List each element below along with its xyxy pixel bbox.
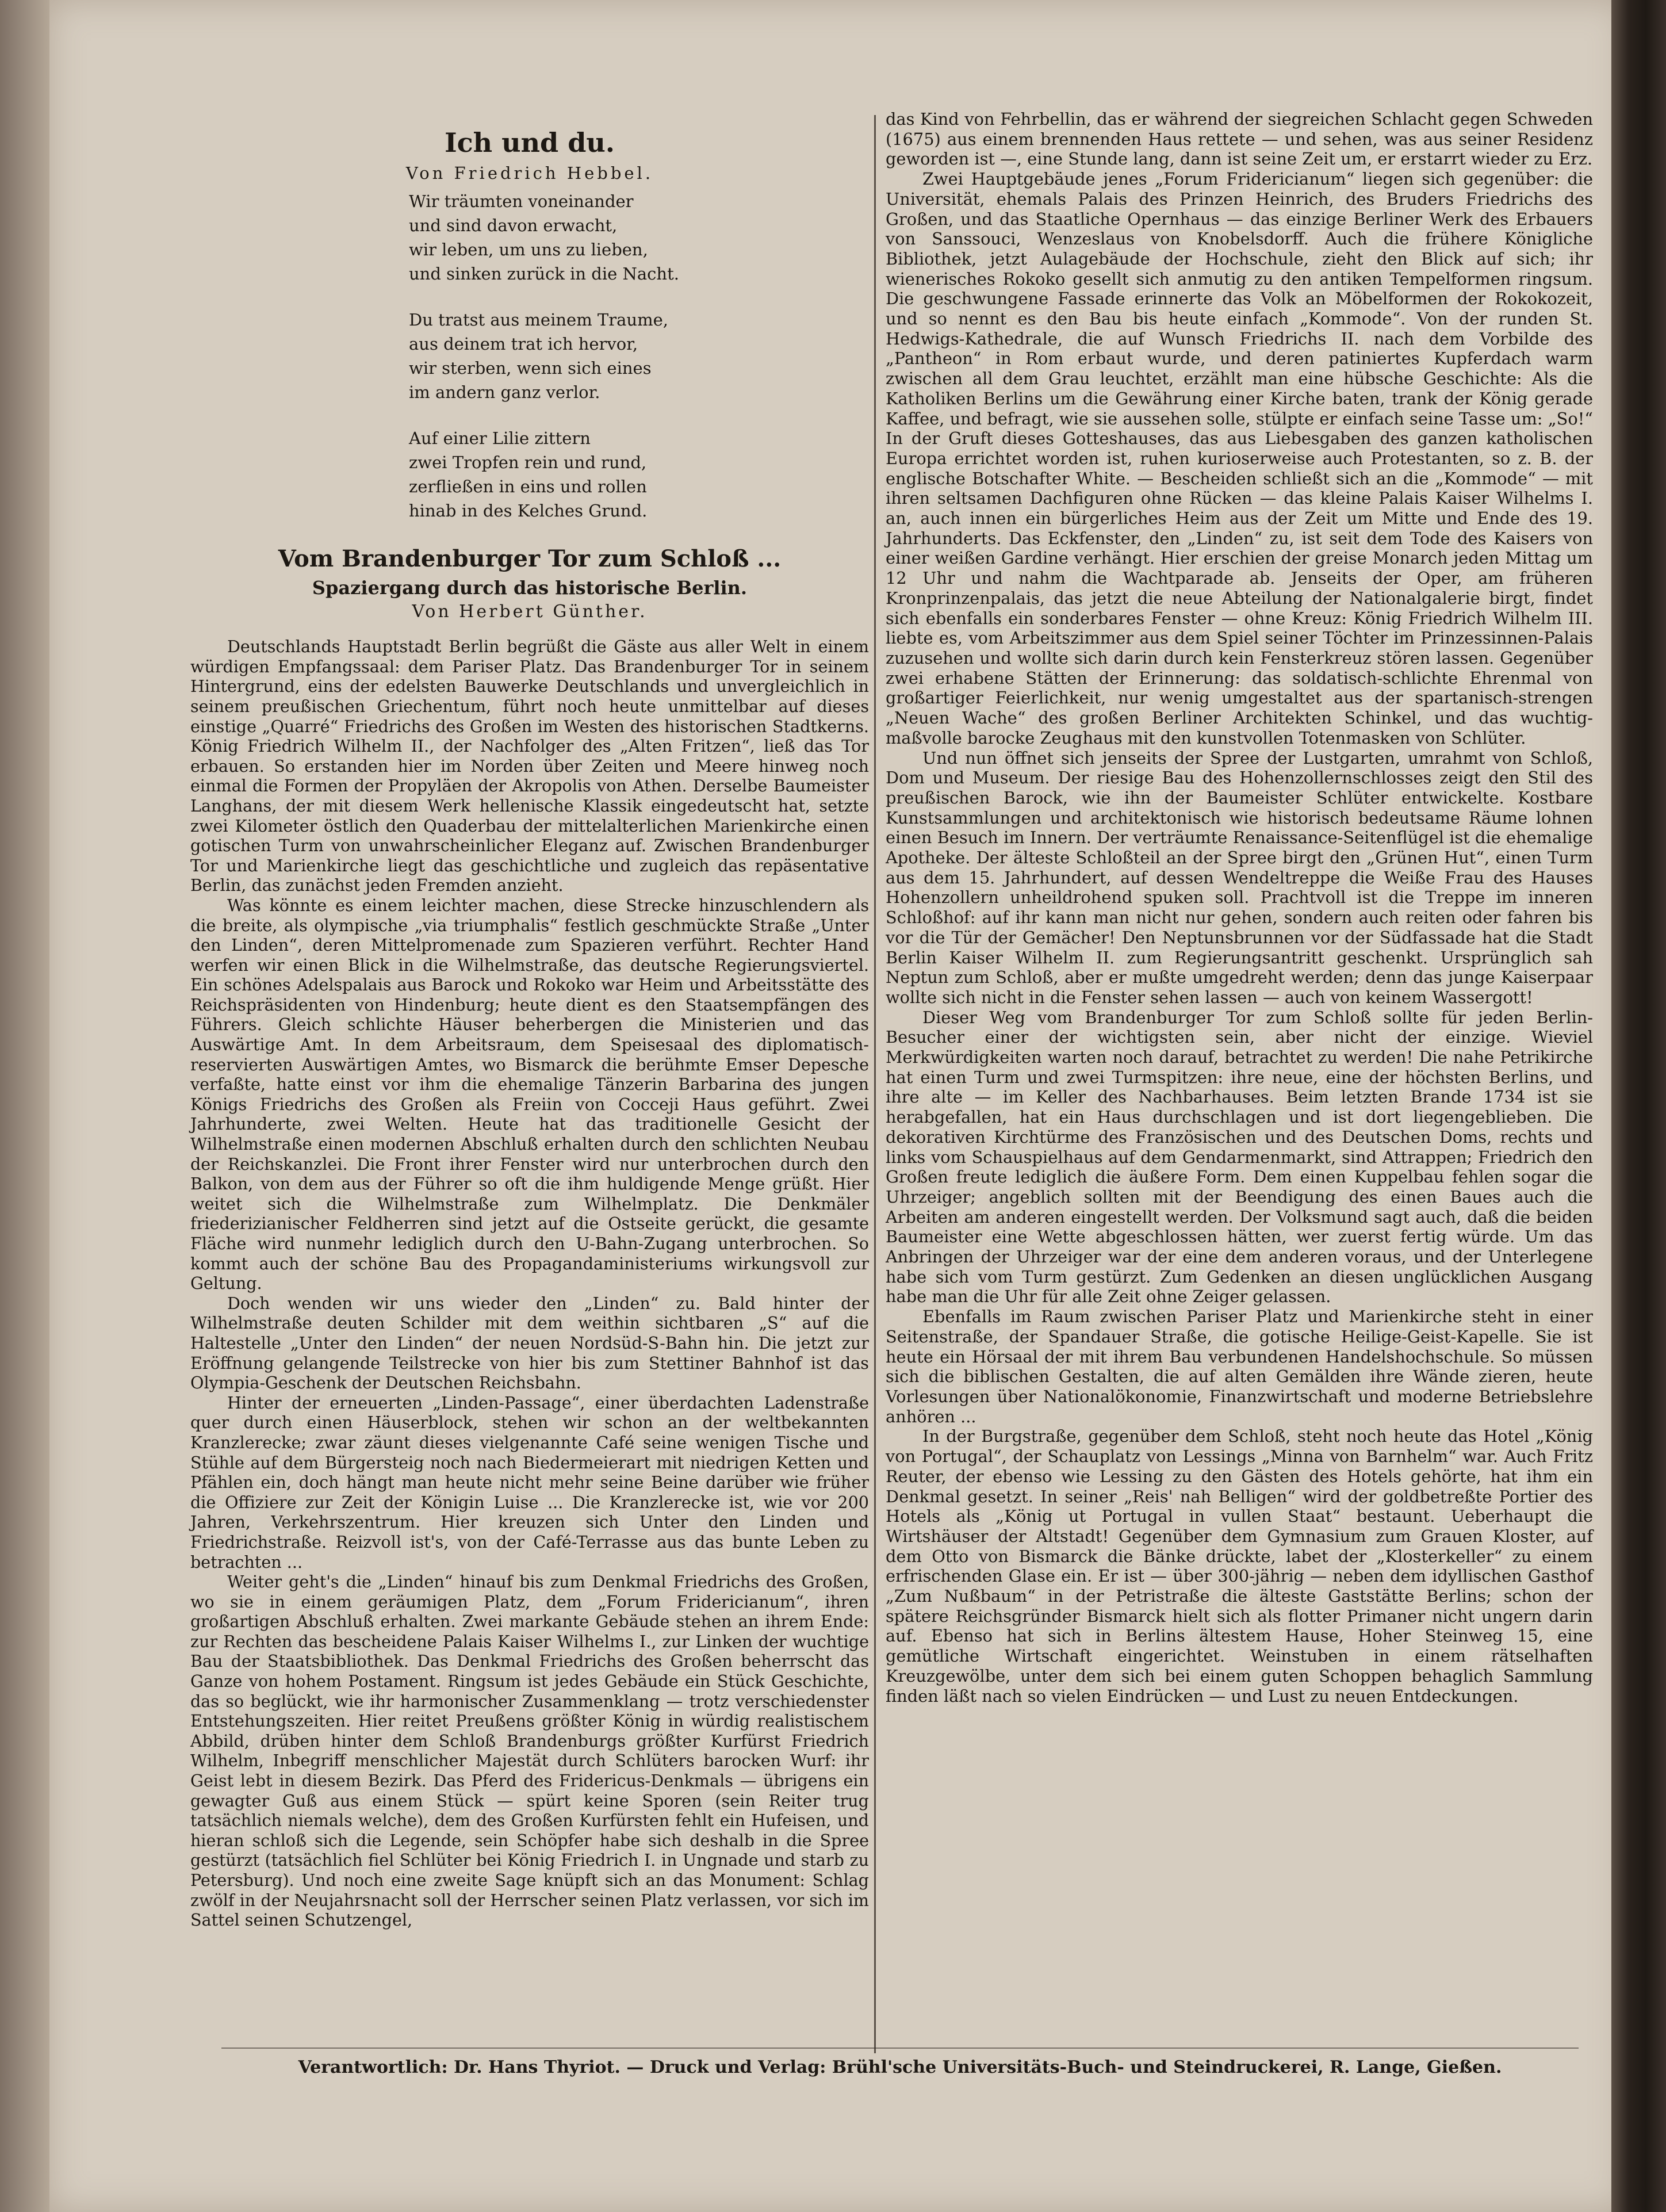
left-column (190, 125, 869, 1930)
poem-line: zerfließen in eins und rollen (409, 476, 647, 496)
article-paragraph: Ebenfalls im Raum zwischen Pariser Platz und Marienkirche steht in einer Seitenstraße, der Spandauer Straße, die gotische Heilige-Geist-Kapelle. Sie ist heute ein Hörsaal der mit ihrem Bau verbundenen Handelshochschule. So müssen sich die biblischen Gestalten, die auf alten Gemälden ihre Wände zieren, heute Vorlesungen über Nationalökonomie, Finanzwirtschaft und moderne Betriebslehre anhören ... (886, 1307, 1593, 1426)
article-title: Vom Brandenburger Tor zum Schloß ... (278, 545, 782, 572)
article-paragraph: Was könnte es einem leichter machen, diese Strecke hinzuschlendern als die breite, als olympische „via triumphalis“ festlich geschmückte Straße „Unter den Linden“, deren Mittelpromenade zum Spazieren verführt. Rechter Hand werfen wir einen Blick in die Wilhelmstraße, das deutsche Regierungsviertel. Ein schönes Adelspalais aus Barock und Rokoko war Heim und Arbeitsstätte des Reichspräsidenten von Hindenburg; heute dient es den Staatsempfängen des Führers. Gleich schlichte Häuser beherbergen die Ministerien und das Auswärtige Amt. In dem Arbeitsraum, dem Speisesaal des diplomatisch-reservierten Auswärtigen Amtes, wo Bismarck die berühmte Emser Depesche verfaßte, hatte einst vor ihm die ehemalige Tänzerin Barbarina des jungen Königs Friedrichs des Großen als Freiin von Cocceji Haus geführt. Zwei Jahrhunderte, zwei Welten. Heute hat das traditionelle Gesicht der Wilhelmstraße einen modernen Abschluß erhalten durch den schlichten Neubau der Reichskanzlei. Die Front ihrer Fenster wird nur unterbrochen durch den Balkon, von dem aus der Führer so oft die ihm huldigende Menge grüßt. Hier weitet sich die Wilhelmstraße zum Wilhelmplatz. Die Denkmäler friederizianischer Feldherren sind jetzt auf die Ostseite gerückt, die gesamte Fläche wird nunmehr lediglich durch den U-Bahn-Zugang unterbrochen. So kommt auch der schöne Bau des Propagandaministeriums wirkungsvoll zur Geltung. (190, 895, 869, 1293)
poem-stanza-2 (409, 308, 765, 404)
poem-line: Auf einer Lilie zittern (409, 428, 591, 448)
poem-line: aus deinem trat ich hervor, (409, 334, 638, 354)
poem-line: im andern ganz verlor. (409, 382, 600, 402)
poem-line: wir leben, um uns zu lieben, (409, 239, 648, 259)
article-paragraph: Doch wenden wir uns wieder den „Linden“ zu. Bald hinter der Wilhelmstraße deuten Schilder mit dem weithin sichtbaren „S“ auf die Haltestelle „Unter den Linden“ der neuen Nordsüd-S-Bahn hin. Die jetzt zur Eröffnung gelangende Teilstrecke von hier bis zum Stettiner Bahnhof ist das Olympia-Geschenk der Deutschen Reichsbahn. (190, 1293, 869, 1393)
article-paragraph: Zwei Hauptgebäude jenes „Forum Fridericianum“ liegen sich gegenüber: die Universität, ehemals Palais des Prinzen Heinrich, des Bruders Friedrichs des Großen, und das Staatliche Opernhaus — das einzige Berliner Werk des Erbauers von Sanssouci, Wenzeslaus von Knobelsdorff. Auch die frühere Königliche Bibliothek, jetzt Aulagebäude der Hochschule, zieht den Blick auf sich; ihr wienerisches Rokoko gesellt sich anmutig zu den antiken Tempelformen ringsum. Die geschwungene Fassade erinnerte das Volk an Möbelformen der Rokokozeit, und so nennt es den Bau bis heute einfach „Kommode“. Von der runden St. Hedwigs-Kathedrale, die auf Wunsch Friedrichs II. nach dem Vorbilde des „Pantheon“ in Rom erbaut wurde, und deren patiniertes Kupferdach warm zwischen all dem Grau leuchtet, erzählt man eine hübsche Geschichte: Als die Katholiken Berlins um die Gewährung einer Kirche baten, trank der König gerade Kaffee, und befragt, wie sie aussehen solle, stülpte er einfach seine Tasse um: „So!“ In der Gruft dieses Gotteshauses, das aus Liebesgaben des ganzen katholischen Europa errichtet worden ist, ruhen kurioserweise auch Protestanten, so z. B. der englische Botschafter White. — Bescheiden schließt sich an die „Kommode“ — mit ihren seltsamen Dachfiguren ohne Rücken — das kleine Palais Kaiser Wilhelms I. an, auch innen ein bürgerliches Heim aus der Zeit um Mitte und Ende des 19. Jahrhunderts. Das Eckfenster, den „Linden“ zu, ist seit dem Tode des Kaisers von einer weißen Gardine verhängt. Hier erschien der greise Monarch jeden Mittag um 12 Uhr und nahm die Wachtparade ab. Jenseits der Oper, am früheren Kronprinzenpalais, das jetzt die neue Abteilung der Nationalgalerie birgt, findet sich ebenfalls ein sonderbares Fenster — ohne Kreuz: König Friedrich Wilhelm III. liebte es, vom Arbeitszimmer aus dem Spiel seiner Töchter im Prinzessinnen-Palais zuzusehen und wollte sich darin durch kein Fensterkreuz stören lassen. Gegenüber zwei erhabene Stätten der Erinnerung: das soldatisch-schlichte Ehrenmal von großartiger Feierlichkeit, nur wenig umgestaltet aus der spartanisch-strengen „Neuen Wache“ des großen Berliner Architekten Schinkel, und das wuchtig-maßvolle barocke Zeughaus mit den kunstvollen Totenmasken von Schlüter. (886, 169, 1593, 748)
article-paragraph: Weiter geht's die „Linden“ hinauf bis zum Denkmal Friedrichs des Großen, wo sie in einem geräumigen Platz, dem „Forum Fridericianum“, ihren großartigen Abschluß erhalten. Zwei markante Gebäude stehen an ihrem Ende: zur Rechten das bescheidene Palais Kaiser Wilhelms I., zur Linken der wuchtige Bau der Staatsbibliothek. Das Denkmal Friedrichs des Großen beherrscht das Ganze von hohem Postament. Ringsum ist jedes Gebäude ein Stück Geschichte, das so beglückt, wie ihr harmonischer Zusammenklang — trotz verschiedenster Entstehungszeiten. Hier reitet Preußens größter König in würdig realistischem Abbild, drüben hinter dem Schloß Brandenburgs größter Kurfürst Friedrich Wilhelm, Inbegriff menschlicher Majestät durch Schlüters barocken Wurf: ihr Geist lebt in diesem Bezirk. Das Pferd des Fridericus-Denkmals — übrigens ein gewagter Guß aus einem Stück — spürt keine Sporen (sein Reiter trug tatsächlich niemals welche), dem des Großen Kurfürsten fehlt ein Hufeisen, und hieran schloß sich die Legende, sein Schöpfer habe sich deshalb in die Spree gestürzt (tatsächlich fiel Schlüter bei König Friedrich I. in Ungnade und starb zu Petersburg). Und noch eine zweite Sage knüpft sich an das Monument: Schlag zwölf in der Neujahrsnacht soll der Herrscher seinen Platz verlassen, vor sich im Sattel seinen Schutzengel, (190, 1572, 869, 1930)
article-author: Von Herbert Günther. (412, 601, 648, 622)
article-paragraph: Hinter der erneuerten „Linden-Passage“, einer überdachten Ladenstraße quer durch einen Häuserblock, stehen wir schon an der weltbekannten Kranzlerecke; zwar zäunt dieses vielgenannte Café seine wenigen Tische und Stühle auf dem Bürgersteig noch nach Biedermeierart mit niedrigen Ketten und Pfählen ein, doch hängt man heute nicht mehr seine Beine darüber wie früher die Offiziere zur Zeit der Königin Luise ... Die Kranzlerecke ist, wie vor 200 Jahren, Verkehrszentrum. Hier kreuzen sich Unter den Linden und Friedrichstraße. Reizvoll ist's, von der Café-Terrasse aus das bunte Leben zu betrachten ... (190, 1392, 869, 1572)
page-left-edge (0, 0, 49, 2212)
column-divider (874, 115, 876, 2053)
footer-rule (221, 2048, 1579, 2049)
binding-edge (1611, 0, 1666, 2212)
poem-author: Von Friedrich Hebbel. (405, 163, 654, 183)
article-paragraph: Und nun öffnet sich jenseits der Spree der Lustgarten, umrahmt von Schloß, Dom und Museum. Der riesige Bau des Hohenzollernschlosses zeigt den Stil des preußischen Barock, wie ihn der Baumeister Schlüter entwickelte. Kostbare Kunstsammlungen und architektonisch wie historisch bedeutsame Räume lohnen einen Besuch im Innern. Der verträumte Renaissance-Seitenflügel ist die ehemalige Apotheke. Der älteste Schloßteil an der Spree birgt den „Grünen Hut“, einen Turm aus dem 15. Jahrhundert, auf dessen Wendeltreppe die Weiße Frau des Hauses Hohenzollern unheildrohend spuken soll. Prachtvoll ist die Treppe im inneren Schloßhof: auf ihr kann man nicht nur gehen, sondern auch reiten oder fahren bis vor die Tür der Gemächer! Den Neptunsbrunnen vor der Südfassade hat die Stadt Berlin Kaiser Wilhelm II. zum Regierungsantritt geschenkt. Ursprünglich sah Neptun zum Schloß, aber er mußte umgedreht werden; denn das junge Kaiserpaar wollte sich nicht in die Fenster sehen lassen — auch von keinem Wassergott! (886, 748, 1593, 1007)
poem-line: hinab in des Kelches Grund. (409, 500, 648, 521)
poem-stanza-1 (409, 189, 765, 286)
poem-stanza-3 (409, 426, 765, 523)
imprint-footer: Verantwortlich: Dr. Hans Thyriot. — Druck und Verlag: Brühl'sche Universitäts-Buch- und Steindruckerei, R. Lange, Gießen. (298, 2057, 1502, 2077)
right-column (886, 109, 1593, 1706)
article-paragraph: In der Burgstraße, gegenüber dem Schloß, steht noch heute das Hotel „König von Portugal“, der Schauplatz von Lessings „Minna von Barnhelm“ war. Auch Fritz Reuter, der ebenso wie Lessing zu den Gästen des Hotels gehörte, hat ihm ein Denkmal gesetzt. In seiner „Reis' nah Belligen“ wird der goldbetreßte Portier des Hotels als „König ut Portugal in vullen Staat“ bestaunt. Ueberhaupt die Wirtshäuser der Altstadt! Gegenüber dem Gymnasium zum Grauen Kloster, auf dem Otto von Bismarck die Bänke drückte, labet der „Klosterkeller“ zu einem erfrischenden Glase ein. Er ist — über 300-jährig — neben dem idyllischen Gasthof „Zum Nußbaum“ in der Petristraße die älteste Gaststätte Berlins; schon der spätere Reichsgründer Bismarck hielt sich als flotter Primaner nicht ungern darin auf. Ebenso hat sich in Berlins ältestem Hause, Hoher Steinweg 15, eine gemütliche Wirtschaft eingerichtet. Weinstuben in einem rätselhaften Kreuzgewölbe, unter dem sich bei einem guten Schoppen behaglich Sammlung finden läßt nach so vielen Eindrücken — und Lust zu neuen Entdeckungen. (886, 1426, 1593, 1706)
poem-line: und sind davon erwacht, (409, 215, 618, 235)
article-subtitle: Spaziergang durch das historische Berlin. (312, 576, 748, 599)
poem-line: Du tratst aus meinem Traume, (409, 309, 668, 330)
poem-line: zwei Tropfen rein und rund, (409, 452, 647, 472)
poem-title: Ich und du. (445, 127, 615, 158)
article-paragraph: Deutschlands Hauptstadt Berlin begrüßt die Gäste aus aller Welt in einem würdigen Empfangssaal: dem Pariser Platz. Das Brandenburger Tor in seinem Hintergrund, eins der edelsten Bauwerke Deutschlands und unvergleichlich in seinem preußischen Griechentum, führt noch heute unmittelbar auf dieses einstige „Quarré“ Friedrichs des Großen im Westen des historischen Stadtkerns. König Friedrich Wilhelm II., der Nachfolger des „Alten Fritzen“, ließ das Tor erbauen. So erstanden hier im Norden über Zeiten und Meere hinweg noch einmal die Formen der Propyläen der Akropolis von Athen. Derselbe Baumeister Langhans, der mit diesem Werk hellenische Klassik eingedeutscht hat, setzte zwei Kilometer östlich den Quaderbau der mittelalterlichen Marienkirche einen gotischen Turm von unwahrscheinlicher Eleganz auf. Zwischen Brandenburger Tor und Marienkirche liegt das geschichtliche und zugleich das repäsentative Berlin, das zunächst jeden Fremden anzieht. (190, 637, 869, 895)
poem-line: und sinken zurück in die Nacht. (409, 263, 679, 284)
poem-line: wir sterben, wenn sich eines (409, 358, 652, 378)
article-paragraph: Dieser Weg vom Brandenburger Tor zum Schloß sollte für jeden Berlin-Besucher einer der wichtigsten sein, aber nicht der einzige. Wieviel Merkwürdigkeiten warten noch darauf, betrachtet zu werden! Die nahe Petrikirche hat einen Turm und zwei Turmspitzen: ihre neue, eine der höchsten Berlins, und ihre alte — im Keller des Nachbarhauses. Beim letzten Brande 1734 ist sie herabgefallen, hat ein Haus durchschlagen und ist dort liegengeblieben. Die dekorativen Kirchtürme des Französischen und des Deutschen Doms, rechts und links vom Schauspielhaus auf dem Gendarmenmarkt, sind Attrappen; Friedrich den Großen freute lediglich die äußere Form. Dem einen Kuppelbau fehlen sogar die Uhrzeiger; angeblich sollten mit der Beendigung des einen Baues auch die Arbeiten am anderen eingestellt werden. Der Volksmund sagt auch, daß die beiden Baumeister eine Wette abgeschlossen hätten, wer zuerst fertig würde. Um das Anbringen der Uhrzeiger war der eine dem anderen voraus, und der Unterlegene habe sich vom Turm gestürzt. Zum Gedenken an diesen unglücklichen Ausgang habe man die Uhr für alle Zeit ohne Zeiger gelassen. (886, 1007, 1593, 1307)
article-paragraph: das Kind von Fehrbellin, das er während der siegreichen Schlacht gegen Schweden (1675) aus einem brennenden Haus rettete — und sehen, was aus seiner Residenz geworden ist —, eine Stunde lang, dann ist seine Zeit um, er erstarrt wieder zu Erz. (886, 109, 1593, 169)
poem-line: Wir träumten voneinander (409, 191, 634, 211)
